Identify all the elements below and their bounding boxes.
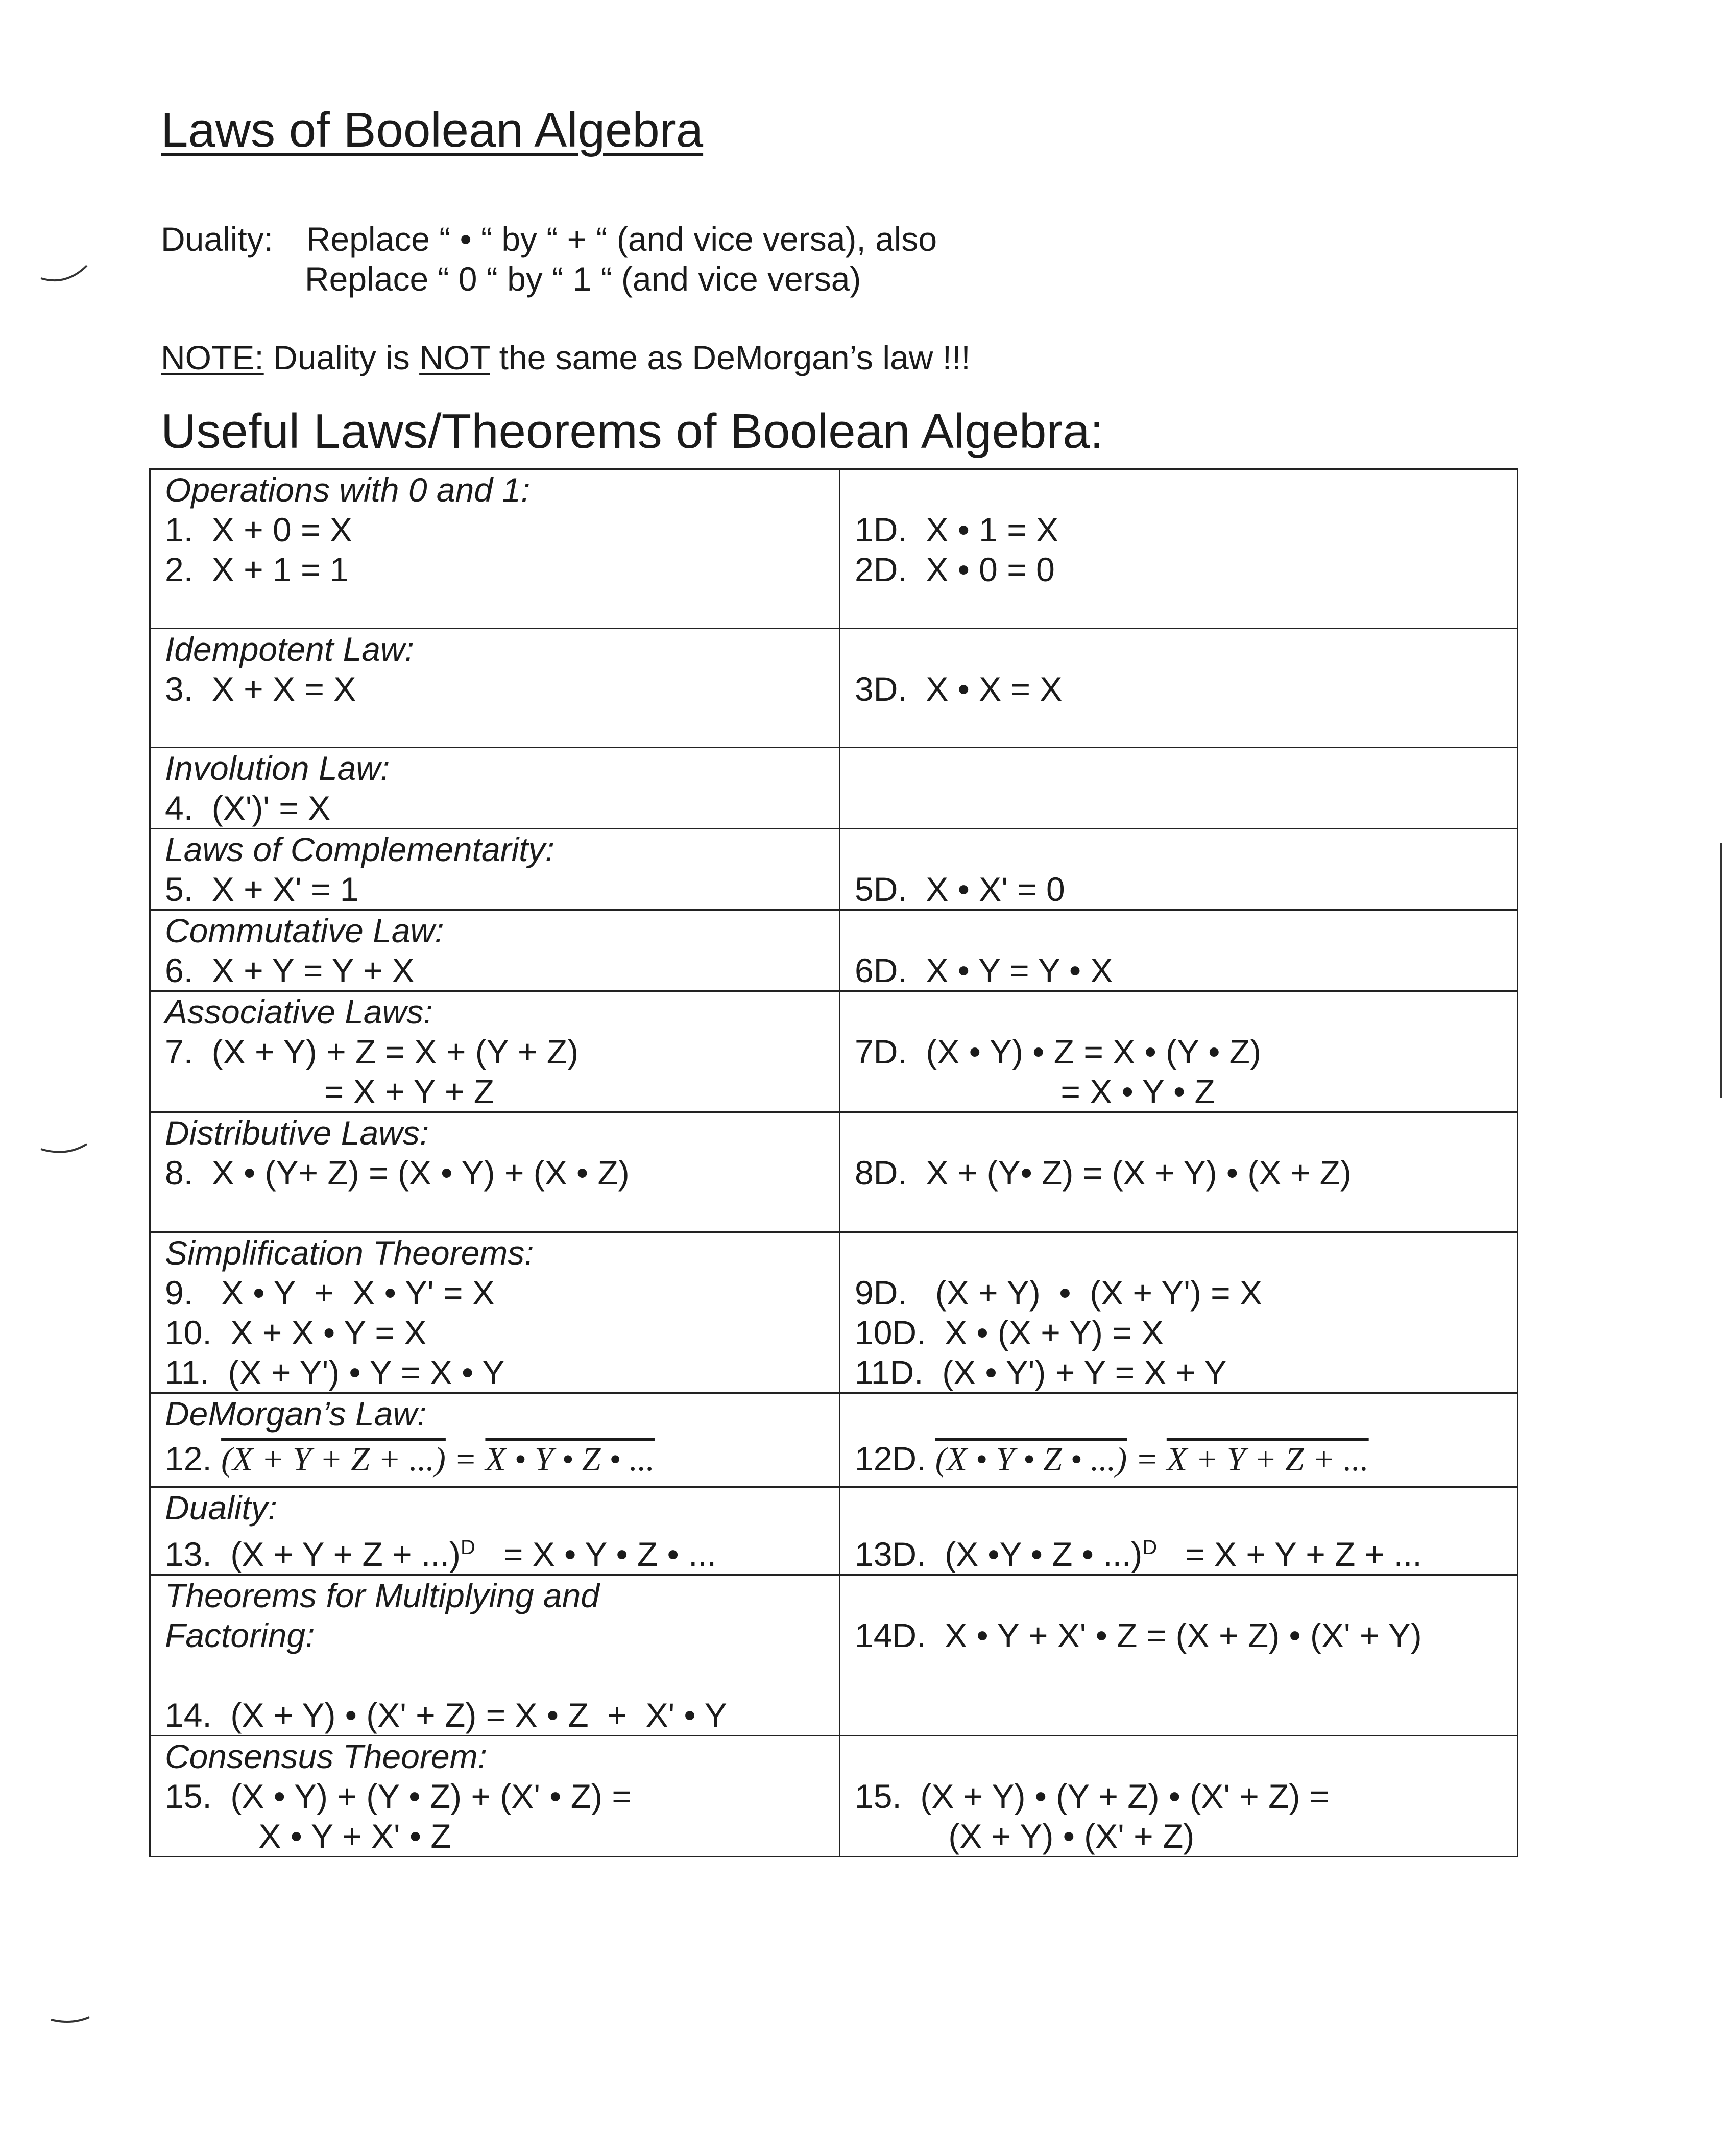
- law-cell-right: [840, 910, 1518, 991]
- law-equation-dual: 11D. (X • Y') + Y = X + Y: [855, 1353, 1227, 1391]
- law-number: 12D.: [855, 1440, 926, 1478]
- law-equation-dual: 15. (X + Y) • (Y + Z) • (X' + Z) =: [855, 1777, 1330, 1815]
- law-equation-dual: 3D. X • X = X: [855, 670, 1063, 708]
- law-cell-right: [840, 1393, 1518, 1487]
- law-heading: Theorems for Multiplying and: [165, 1577, 600, 1614]
- law-equation-dual: 1D. X • 1 = X: [855, 511, 1059, 549]
- table-row: [150, 1393, 1518, 1487]
- law-heading: Distributive Laws:: [165, 1114, 429, 1152]
- duality-lhs: 13. (X + Y + Z + ...): [165, 1535, 461, 1573]
- law-equation: [165, 1439, 839, 1480]
- laws-table: [149, 468, 1518, 1857]
- law-cell-right: [840, 829, 1518, 910]
- table-row: [150, 1736, 1518, 1857]
- law-heading: Factoring:: [165, 1616, 315, 1654]
- law-equation: = X + Y + Z: [165, 1073, 495, 1110]
- law-cell-right: [840, 1575, 1518, 1736]
- law-heading: Consensus Theorem:: [165, 1737, 487, 1775]
- law-equation: 7. (X + Y) + Z = X + (Y + Z): [165, 1033, 579, 1070]
- duality-label: Duality:: [161, 220, 274, 258]
- note-label: NOTE:: [161, 339, 264, 376]
- law-equation-dual: [855, 1439, 1517, 1480]
- law-equation: 8. X • (Y+ Z) = (X • Y) + (X • Z): [165, 1154, 630, 1192]
- scan-mark: [46, 2012, 97, 2028]
- law-equation: 3. X + X = X: [165, 670, 356, 708]
- law-cell-left: [150, 991, 840, 1112]
- duality-rhs: = X • Y • Z • ...: [475, 1535, 717, 1573]
- demorgan-equals: =: [445, 1441, 486, 1478]
- law-cell-left: [150, 1232, 840, 1393]
- law-equation: 2. X + 1 = 1: [165, 551, 349, 588]
- demorgan-dual-equals: =: [1127, 1441, 1167, 1478]
- table-row: [150, 1232, 1518, 1393]
- law-cell-right: [840, 1232, 1518, 1393]
- law-equation: 6. X + Y = Y + X: [165, 951, 415, 989]
- law-heading: DeMorgan’s Law:: [165, 1395, 427, 1433]
- duality-dual-lhs: 13D. (X •Y • Z • ...): [855, 1535, 1143, 1573]
- duality-line-2: Replace “ 0 “ by “ 1 “ (and vice versa): [305, 260, 861, 298]
- law-cell-left: [150, 748, 840, 829]
- law-cell-left: [150, 469, 840, 629]
- law-cell-right: [840, 469, 1518, 629]
- law-heading: Idempotent Law:: [165, 630, 414, 668]
- law-equation-dual: 5D. X • X' = 0: [855, 870, 1065, 908]
- law-equation: 1. X + 0 = X: [165, 511, 352, 549]
- law-cell-right: [840, 1736, 1518, 1857]
- law-equation: 5. X + X' = 1: [165, 870, 359, 908]
- duality-line-1: [161, 220, 937, 258]
- law-cell-left: [150, 1487, 840, 1575]
- note-text-post: the same as DeMorgan’s law !!!: [490, 339, 971, 376]
- section-title: Useful Laws/Theorems of Boolean Algebra:: [161, 404, 1104, 459]
- law-equation: 10. X + X • Y = X: [165, 1314, 427, 1351]
- table-row: [150, 1487, 1518, 1575]
- law-heading: Commutative Law:: [165, 912, 444, 949]
- law-heading: Duality:: [165, 1489, 278, 1527]
- law-cell-right: [840, 1487, 1518, 1575]
- scan-mark: [36, 1134, 97, 1159]
- law-cell-left: [150, 1575, 840, 1736]
- table-row: [150, 1112, 1518, 1232]
- law-equation: 4. (X')' = X: [165, 789, 331, 827]
- table-row: [150, 910, 1518, 991]
- table-row: [150, 748, 1518, 829]
- law-heading: Associative Laws:: [165, 993, 433, 1031]
- law-equation-dual: 9D. (X + Y) • (X + Y') = X: [855, 1274, 1263, 1312]
- duality-dual-rhs: = X + Y + Z + ...: [1157, 1535, 1422, 1573]
- table-row: [150, 629, 1518, 748]
- law-equation-dual: 6D. X • Y = Y • X: [855, 951, 1113, 989]
- dual-superscript: D: [1142, 1536, 1158, 1559]
- law-cell-left: [150, 1736, 840, 1857]
- table-row: [150, 469, 1518, 629]
- table-row: [150, 1575, 1518, 1736]
- law-heading: Operations with 0 and 1:: [165, 471, 531, 509]
- law-cell-right: [840, 991, 1518, 1112]
- law-equation: 11. (X + Y') • Y = X • Y: [165, 1353, 505, 1391]
- demorgan-dual-lhs: (X • Y • Z • ...): [935, 1441, 1127, 1478]
- note-not: NOT: [419, 339, 490, 376]
- table-row: [150, 829, 1518, 910]
- law-heading: Simplification Theorems:: [165, 1234, 534, 1272]
- page-title: Laws of Boolean Algebra: [161, 103, 704, 157]
- law-equation-dual: [855, 1528, 1517, 1574]
- demorgan-dual-rhs: X + Y + Z + ...: [1166, 1441, 1369, 1478]
- law-equation-dual: 10D. X • (X + Y) = X: [855, 1314, 1164, 1351]
- law-cell-left: [150, 1112, 840, 1232]
- dual-superscript: D: [461, 1536, 475, 1559]
- law-equation-dual: = X • Y • Z: [855, 1073, 1215, 1110]
- law-cell-left: [150, 910, 840, 991]
- law-number: 12.: [165, 1440, 212, 1478]
- scan-edge-line: [1720, 843, 1722, 1098]
- law-cell-right: [840, 748, 1518, 829]
- law-heading: Involution Law:: [165, 749, 390, 787]
- law-equation: 14. (X + Y) • (X' + Z) = X • Z + X' • Y: [165, 1696, 727, 1734]
- law-equation: [165, 1528, 839, 1574]
- law-equation-dual: 14D. X • Y + X' • Z = (X + Z) • (X' + Y): [855, 1616, 1422, 1654]
- law-cell-left: [150, 629, 840, 748]
- law-equation-dual: 7D. (X • Y) • Z = X • (Y • Z): [855, 1033, 1261, 1070]
- table-row: [150, 991, 1518, 1112]
- law-equation-dual: 8D. X + (Y• Z) = (X + Y) • (X + Z): [855, 1154, 1352, 1192]
- law-equation-dual: 2D. X • 0 = 0: [855, 551, 1055, 588]
- law-equation: X • Y + X' • Z: [165, 1817, 451, 1855]
- law-cell-right: [840, 629, 1518, 748]
- law-cell-left: [150, 1393, 840, 1487]
- demorgan-rhs: X • Y • Z • ...: [485, 1441, 655, 1478]
- law-equation: 15. (X • Y) + (Y • Z) + (X' • Z) =: [165, 1777, 632, 1815]
- law-heading: Laws of Complementarity:: [165, 830, 554, 868]
- law-equation: 9. X • Y + X • Y' = X: [165, 1274, 495, 1312]
- duality-text-1: Replace “ • “ by “ + “ (and vice versa), also: [306, 220, 937, 258]
- note-line: [161, 338, 971, 377]
- note-text-pre: Duality is: [263, 339, 420, 376]
- demorgan-lhs: (X + Y + Z + ...): [221, 1441, 446, 1478]
- scan-mark: [36, 255, 97, 286]
- law-cell-left: [150, 829, 840, 910]
- law-cell-right: [840, 1112, 1518, 1232]
- law-equation-dual: (X + Y) • (X' + Z): [855, 1817, 1195, 1855]
